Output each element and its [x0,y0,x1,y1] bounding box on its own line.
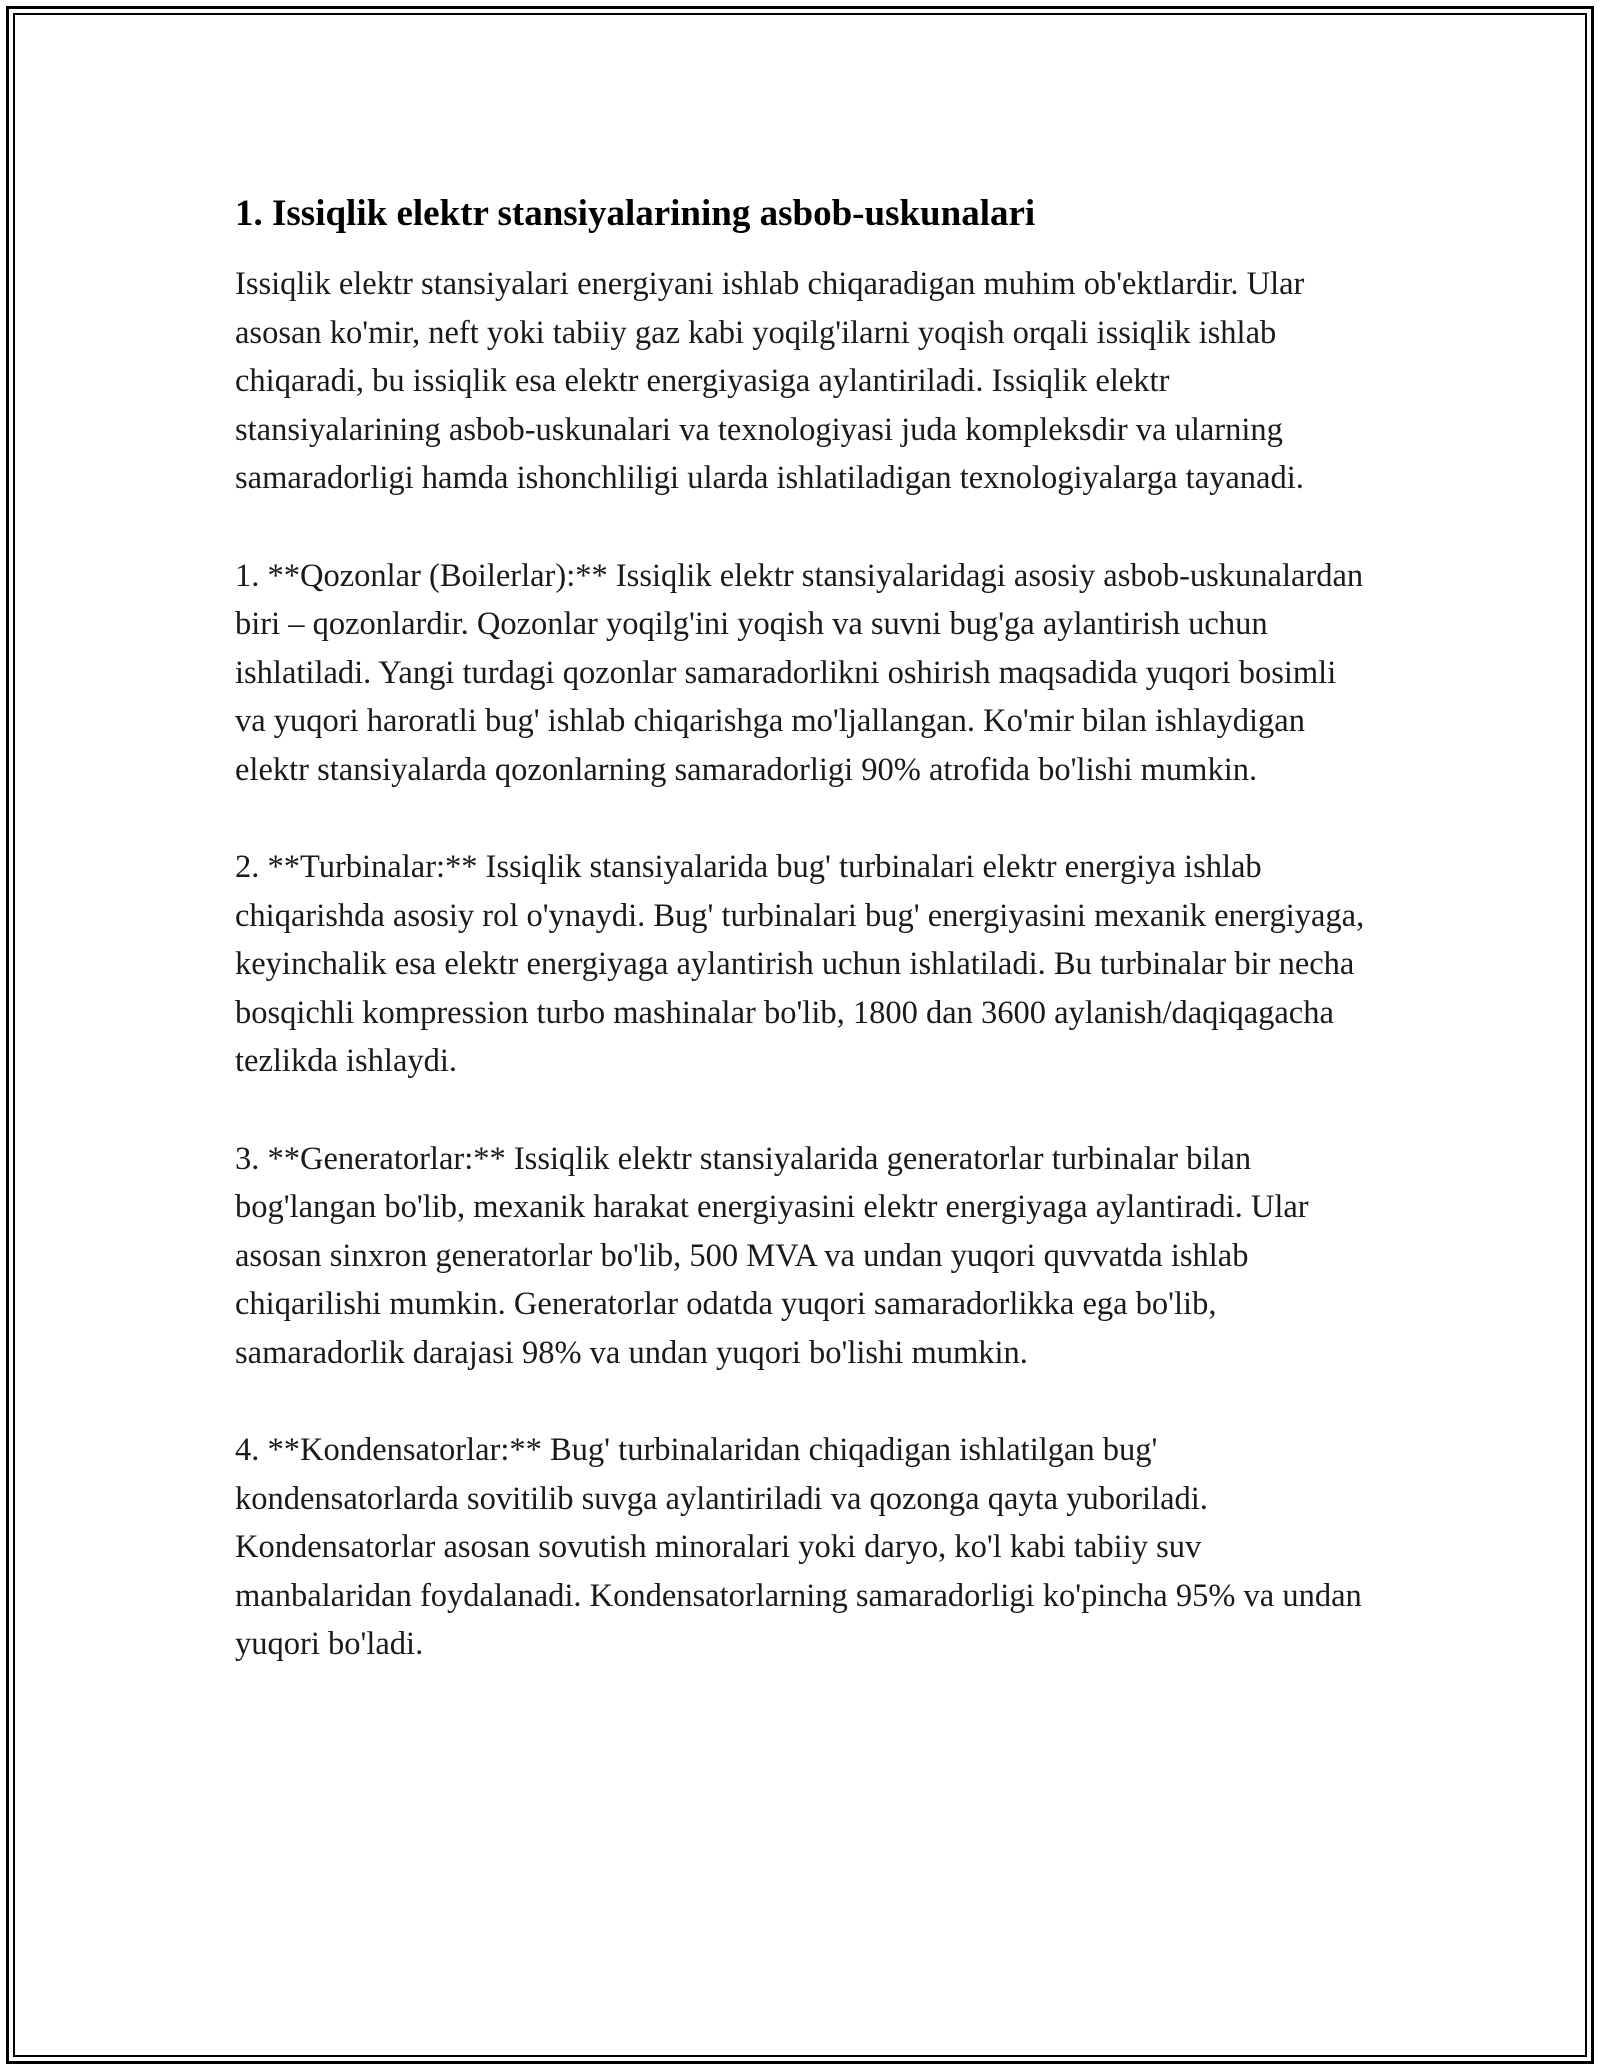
paragraph-turbines: 2. **Turbinalar:** Issiqlik stansiyalarida bug' turbinalari elektr energiya ishlab chiqarishda asosiy rol o'ynaydi. Bug' turbinalari bug' energiyasini mexanik energiyaga, keyinchalik esa elektr energiyaga aylantirish uchun ishlatiladi. Bu turbinalar bir necha bosqichli kompression turbo mashinalar bo'lib, 1800 dan 3600 aylanish/daqiqagacha tezlikda ishlaydi. [235,849,1365,1079]
paragraph-boilers: 1. **Qozonlar (Boilerlar):** Issiqlik elektr stansiyalaridagi asosiy asbob-uskunalardan biri – qozonlardir. Qozonlar yoqilg'ini yoqish va suvni bug'ga aylantirish uchun ishlatiladi. Yangi turdagi qozonlar samaradorlikni oshirish maqsadida yuqori bosimli va yuqori haroratli bug' ishlab chiqarishga mo'ljallangan. Ko'mir bilan ishlaydigan elektr stansiyalarda qozonlarning samaradorligi 90% atrofida bo'lishi mumkin. [235,557,1364,788]
intro-paragraph: Issiqlik elektr stansiyalari energiyani ishlab chiqaradigan muhim ob'ektlardir. Ular asosan ko'mir, neft yoki tabiiy gaz kabi yoqilg'ilarni yoqish orqali issiqlik ishlab chiqaradi, bu issiqlik esa elektr energiyasiga aylantiriladi. Issiqlik elektr stansiyalarining asbob-uskunalari va texnologiyasi juda kompleksdir va ularning samaradorligi hamda ishonchliligi ularda ishlatiladigan texnologiyalarga tayanadi. [235,266,1305,496]
paragraph-generators: 3. **Generatorlar:** Issiqlik elektr stansiyalarida generatorlar turbinalar bilan bog'langan bo'lib, mexanik harakat energiyasini elektr energiyaga aylantiradi. Ular asosan sinxron generatorlar bo'lib, 500 MVA va undan yuqori quvvatda ishlab chiqarilishi mumkin. Generatorlar odatda yuqori samaradorlikka ega bo'lib, samaradorlik darajasi 98% va undan yuqori bo'lishi mumkin. [235,1140,1309,1371]
section-title: 1. Issiqlik elektr stansiyalarining asbob-uskunalari [235,193,1036,234]
document-body [235,188,1375,1718]
paragraph-condensers: 4. **Kondensatorlar:** Bug' turbinalaridan chiqadigan ishlatilgan bug' kondensatorlarda sovitilib suvga aylantiriladi va qozonga qayta yuboriladi. Kondensatorlar asosan sovutish minoralari yoki daryo, ko'l kabi tabiiy suv manbalaridan foydalanadi. Kondensatorlarning samaradorligi ko'pincha 95% va undan yuqori bo'ladi. [235,1432,1362,1662]
